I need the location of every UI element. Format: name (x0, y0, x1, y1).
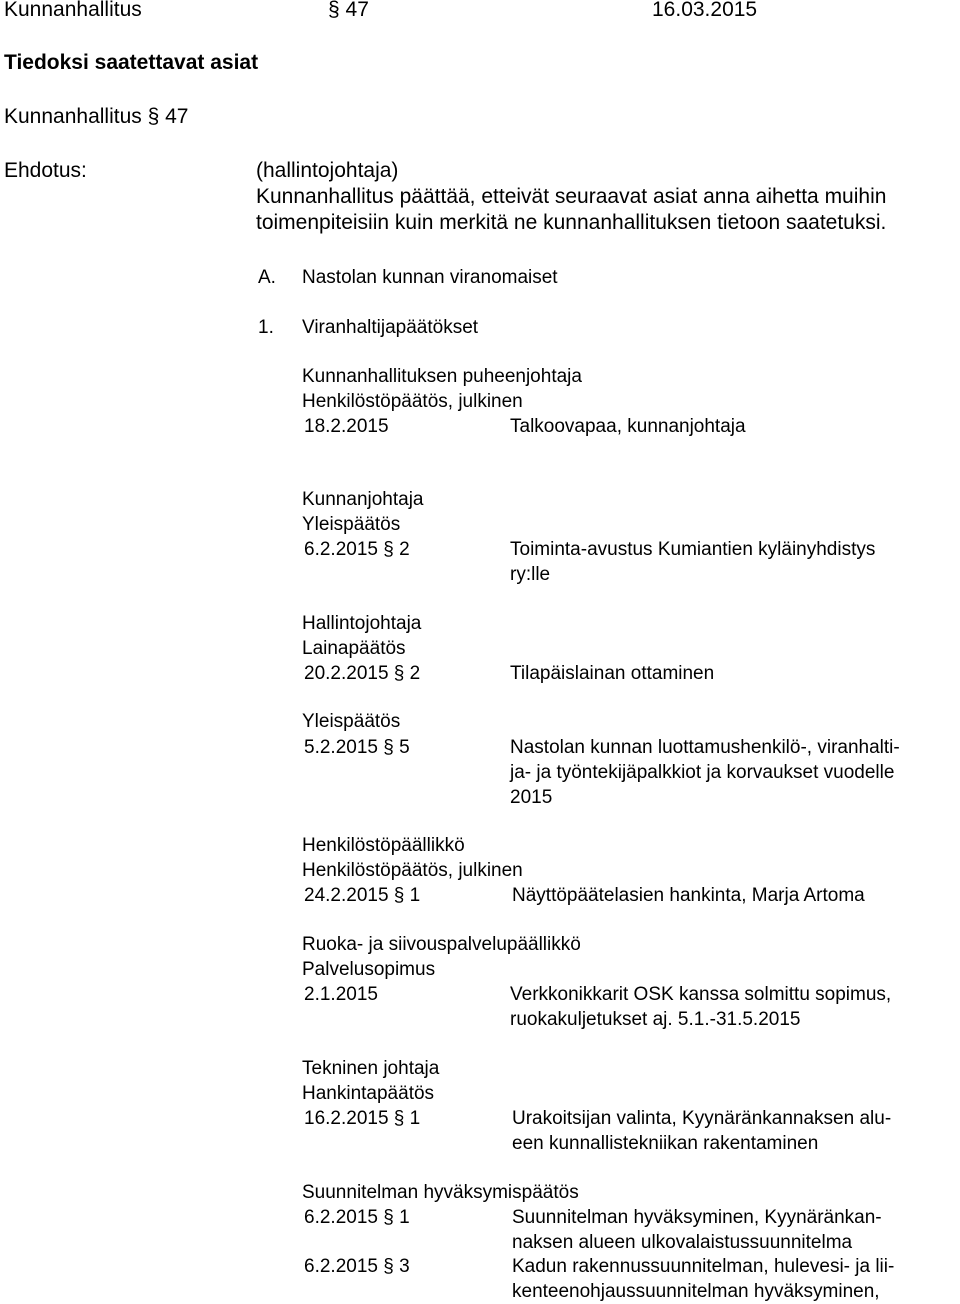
entry-ref: 24.2.2015 § 1 (304, 885, 421, 906)
entry-official: Ruoka- ja siivouspalvelupäällikkö (302, 934, 581, 955)
entry-decision-type: Palvelusopimus (302, 959, 436, 980)
entry-official: Hallintojohtaja (302, 613, 422, 634)
entry-subject-line: Tilapäislainan ottaminen (510, 663, 715, 684)
entry-official: Kunnanjohtaja (302, 489, 424, 510)
entry-ref: 5.2.2015 § 5 (304, 737, 410, 758)
entry-ref: 18.2.2015 (304, 416, 389, 437)
header-date: 16.03.2015 (652, 0, 758, 21)
entry-subject-line: Näyttöpäätelasien hankinta, Marja Artoma (512, 885, 865, 906)
proposal-text-line1: Kunnanhallitus päättää, etteivät seuraavat asiat anna aihetta muihin (256, 185, 887, 208)
entry-subject-line: kenteenohjaussuunnitelman hyväksyminen, (512, 1281, 880, 1302)
entry-ref: 20.2.2015 § 2 (304, 663, 421, 684)
entry-subject-line: ry:lle (510, 564, 551, 585)
entry-decision-type: Henkilöstöpäätös, julkinen (302, 391, 523, 412)
page-title: Tiedoksi saatettavat asiat (4, 51, 259, 74)
entry-decision-type: Yleispäätös (302, 514, 401, 535)
entry-ref: 6.2.2015 § 2 (304, 539, 410, 560)
entry-decision-type: Lainapäätös (302, 638, 406, 659)
entry-subject-line: naksen alueen ulkovalaistussuunnitelma (512, 1232, 853, 1253)
entry-subject-line: 2015 (510, 787, 553, 808)
section-a-letter: A. (258, 267, 276, 288)
entry-subject-line: een kunnallistekniikan rakentaminen (512, 1133, 819, 1154)
entry-subject-line: Verkkonikkarit OSK kanssa solmittu sopimus, (510, 984, 892, 1005)
entry-ref: 16.2.2015 § 1 (304, 1108, 421, 1129)
header-section: § 47 (328, 0, 369, 21)
entry-decision-type: Henkilöstöpäätös, julkinen (302, 860, 523, 881)
header-body: Kunnanhallitus (4, 0, 142, 21)
section-a-title: Nastolan kunnan viranomaiset (302, 267, 558, 288)
entry-ref: 2.1.2015 (304, 984, 378, 1005)
entry-subject-line: ruokakuljetukset aj. 5.1.-31.5.2015 (510, 1009, 801, 1030)
entry-decision-type: Suunnitelman hyväksymispäätös (302, 1182, 579, 1203)
entry-subject-line: Kadun rakennussuunnitelman, hulevesi- ja lii- (512, 1256, 895, 1277)
entry-decision-type: Hankintapäätös (302, 1083, 435, 1104)
entry-official: Henkilöstöpäällikkö (302, 835, 465, 856)
entry-official: Kunnanhallituksen puheenjohtaja (302, 366, 582, 387)
subheading: Kunnanhallitus § 47 (4, 105, 189, 128)
entry-subject-line: Urakoitsijan valinta, Kyynäränkannaksen alu- (512, 1108, 892, 1129)
entry-subject-line: Suunnitelman hyväksyminen, Kyynäränkan- (512, 1207, 882, 1228)
entry-official: Tekninen johtaja (302, 1058, 440, 1079)
entry-ref: 6.2.2015 § 1 (304, 1207, 410, 1228)
entry-ref: 6.2.2015 § 3 (304, 1256, 410, 1277)
entry-subject-line: Toiminta-avustus Kumiantien kyläinyhdistys (510, 539, 876, 560)
entry-subject-line: ja- ja työntekijäpalkkiot ja korvaukset vuodelle (510, 762, 895, 783)
proposal-text-line2: toimenpiteisiin kuin merkitä ne kunnanhallituksen tietoon saatetuksi. (256, 211, 887, 234)
proposal-presenter: (hallintojohtaja) (256, 159, 399, 182)
entry-decision-type: Yleispäätös (302, 711, 401, 732)
entry-subject-line: Talkoovapaa, kunnanjohtaja (510, 416, 746, 437)
section-1-number: 1. (258, 317, 274, 338)
proposal-label: Ehdotus: (4, 159, 87, 182)
entry-subject-line: Nastolan kunnan luottamushenkilö-, viranhalti- (510, 737, 900, 758)
section-1-title: Viranhaltijapäätökset (302, 317, 479, 338)
